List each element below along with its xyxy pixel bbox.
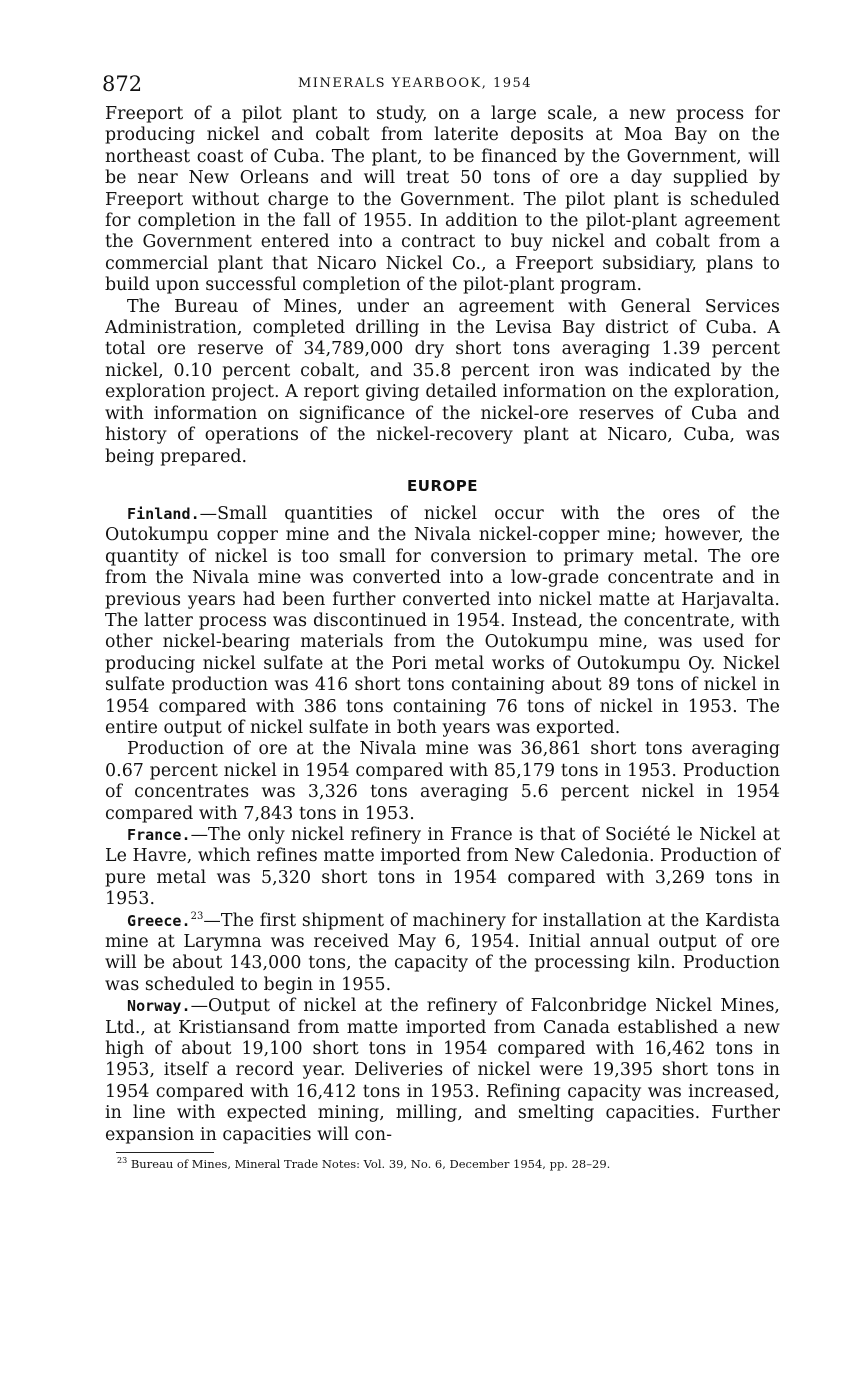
paragraph-finland-production: Production of ore at the Nivala mine was 36,861 short tons averaging 0.67 percent nickel in 1954 compared with 85,179 tons in 1953. Production of concentrates was 3,326 tons averaging 5.6 percent nickel in 1954 compared with 7,843 tons in 1953. <box>105 739 780 824</box>
country-label-norway: Norway. <box>127 997 191 1016</box>
paragraph-finland <box>105 504 780 739</box>
paragraph-moa-bay-pilot-plant: Freeport of a pilot plant to study, on a large scale, a new process for producing nickel and cobalt from laterite deposits at Moa Bay on the northeast coast of Cuba. The plant, to be financed by the Government, will be near New Orleans and will treat 50 tons of ore a day supplied by Freeport without charge to the Government. The pilot plant is scheduled for completion in the fall of 1955. In addition to the pilot-plant agreement the Government entered into a contract to buy nickel and cobalt from a commercial plant that Nicaro Nickel Co., a Freeport subsidiary, plans to build upon successful completion of the pilot-plant program. <box>105 104 780 296</box>
country-label-france: France. <box>127 826 191 844</box>
footnote-text: Bureau of Mines, Mineral Trade Notes: Vol. 39, No. 6, December 1954, pp. 28–29. <box>130 1157 611 1172</box>
footnote-divider <box>116 1152 214 1153</box>
france-text: —The only nickel refinery in France is that of Société le Nickel at Le Havre, which refines matte imported from New Caledonia. Production of pure metal was 5,320 short tons in 1954 compared with 3,269 tons in 1953. <box>105 825 780 910</box>
greece-text: —The first shipment of machinery for installation at the Kardista mine at Larymna was received May 6, 1954. Initial annual output of ore will be about 143,000 tons, the capacity of the processing kiln. Production was scheduled to begin in 1955. <box>105 910 780 995</box>
footnote <box>117 1157 780 1171</box>
norway-text: —Output of nickel at the refinery of Falconbridge Nickel Mines, Ltd., at Kristiansand from matte imported from Canada established a new high of about 19,100 short tons in 1954 compared with 16,462 tons in 1953, itself a record year. Deliveries of nickel were 19,395 short tons in 1954 compared with 16,412 tons in 1953. Refining capacity was increased, in line with expected mining, milling, and smelting capacities. Further expansion in capacities will con- <box>105 996 780 1145</box>
paragraph-norway <box>105 996 780 1146</box>
finland-text: —Small quantities of nickel occur with the ores of the Outokumpu copper mine and the Nivala nickel-copper mine; however, the quantity of nickel is too small for conversion to primary metal. The ore from the Nivala mine was converted into a low-grade concentrate and in previous years had been further converted into nickel matte at Harjavalta. The latter process was discontinued in 1954. Instead, the concentrate, with other nickel-bearing materials from the Outokumpu mine, was used for producing nickel sulfate at the Pori metal works of Outokumpu Oy. Nickel sulfate production was 416 short tons containing about 89 tons of nickel in 1954 compared with 386 tons containing 76 tons of nickel in 1953. The entire output of nickel sulfate in both years was exported. <box>105 503 780 738</box>
footnote-number: 23 <box>117 1156 128 1166</box>
section-heading-europe: EUROPE <box>407 476 478 495</box>
running-title: MINERALS YEARBOOK, 1954 <box>298 76 533 91</box>
country-label-finland: Finland. <box>127 504 200 523</box>
running-head <box>102 70 780 104</box>
paragraph-greece <box>105 911 780 997</box>
paragraph-levisa-bay-reserves: The Bureau of Mines, under an agreement with General Services Administration, completed drilling in the Levisa Bay district of Cuba. A total ore reserve of 34,789,000 dry short tons averaging 1.39 percent nickel, 0.10 percent cobalt, and 35.8 percent iron was indicated by the exploration project. A report giving detailed information on the exploration, with information on significance of the nickel-ore reserves of Cuba and history of operations of the nickel-recovery plant at Nicaro, Cuba, was being prepared. <box>105 296 780 467</box>
document-page <box>102 70 780 1172</box>
footnote-reference: 23 <box>190 910 204 922</box>
country-label-greece: Greece. <box>127 911 191 930</box>
page-number: 872 <box>102 72 143 96</box>
paragraph-france <box>105 825 780 911</box>
